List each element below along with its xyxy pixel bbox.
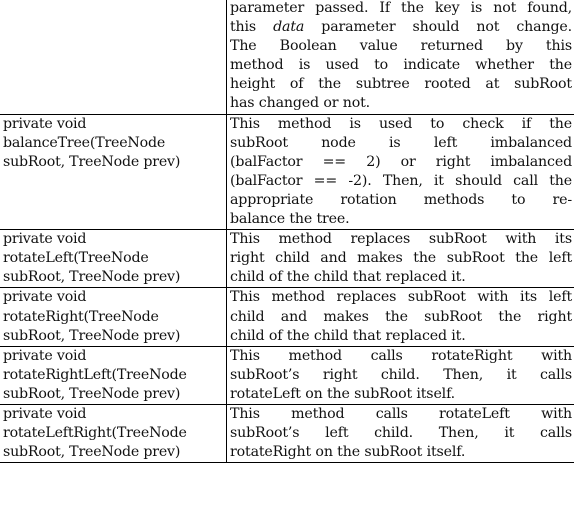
method-description-line: This method calls rotateRight with bbox=[230, 347, 572, 364]
method-signature-cell bbox=[0, 114, 227, 230]
method-description-line: subRoot’s right child. Then, it calls bbox=[230, 366, 572, 383]
method-signature-line: rotateLeft(TreeNode bbox=[3, 250, 149, 267]
method-description-line: subRoot node is left imbalanced bbox=[230, 134, 572, 151]
method-signature-line: private void bbox=[3, 289, 87, 306]
method-row bbox=[0, 288, 574, 346]
method-description-line: child and makes the subRoot the right bbox=[230, 308, 572, 325]
method-description-line: parameter passed. If the key is not found, bbox=[230, 0, 572, 16]
method-signature-line: subRoot, TreeNode prev) bbox=[3, 269, 181, 286]
method-description-line: The Boolean value returned by this bbox=[230, 38, 572, 55]
method-signature-line: rotateRightLeft(TreeNode bbox=[3, 366, 187, 383]
method-row bbox=[0, 114, 574, 230]
method-description-line: child of the child that replaced it. bbox=[230, 327, 466, 344]
method-signature-cell bbox=[0, 346, 227, 404]
method-description-cell bbox=[227, 114, 574, 230]
method-description-line: rotateRight on the subRoot itself. bbox=[230, 444, 466, 461]
emphasized-word: data bbox=[273, 19, 305, 36]
method-description-line: This method calls rotateLeft with bbox=[230, 405, 572, 422]
method-signature-line: private void bbox=[3, 405, 87, 422]
method-signature-line: subRoot, TreeNode prev) bbox=[3, 153, 181, 170]
method-description-line: right child and makes the subRoot the left bbox=[230, 250, 572, 267]
method-description-cell bbox=[227, 288, 574, 346]
method-description-cell bbox=[227, 404, 574, 462]
method-description-line: method is used to indicate whether the bbox=[230, 57, 572, 74]
method-description-line: rotateLeft on the subRoot itself. bbox=[230, 385, 456, 402]
method-signature-cell bbox=[0, 288, 227, 346]
method-signature-cell bbox=[0, 0, 227, 114]
method-signature-line: subRoot, TreeNode prev) bbox=[3, 385, 181, 402]
method-row bbox=[0, 0, 574, 114]
method-signature-line: subRoot, TreeNode prev) bbox=[3, 327, 181, 344]
method-description-line: this data parameter should not change. bbox=[230, 19, 572, 36]
method-description-line: This method replaces subRoot with its left bbox=[230, 289, 572, 306]
method-description-line: This method replaces subRoot with its bbox=[230, 231, 572, 248]
method-signature-line: rotateRight(TreeNode bbox=[3, 308, 159, 325]
method-row bbox=[0, 404, 574, 462]
method-signature-cell bbox=[0, 404, 227, 462]
method-description-line: This method is used to check if the bbox=[230, 115, 572, 132]
method-description-line: subRoot’s left child. Then, it calls bbox=[230, 425, 572, 442]
method-description-line: (balFactor == 2) or right imbalanced bbox=[230, 153, 572, 170]
method-description-line: has changed or not. bbox=[230, 95, 371, 112]
method-signature-line: private void bbox=[3, 231, 87, 248]
method-description-line: child of the child that replaced it. bbox=[230, 269, 466, 286]
method-row bbox=[0, 230, 574, 288]
method-description-cell bbox=[227, 346, 574, 404]
method-description-line: balance the tree. bbox=[230, 211, 350, 228]
method-row bbox=[0, 346, 574, 404]
method-description-line: (balFactor == -2). Then, it should call the bbox=[230, 172, 572, 189]
method-signature-cell bbox=[0, 230, 227, 288]
method-signature-line: balanceTree(TreeNode bbox=[3, 134, 166, 151]
method-signature-line: subRoot, TreeNode prev) bbox=[3, 444, 181, 461]
method-description-cell bbox=[227, 230, 574, 288]
method-description-line: height of the subtree rooted at subRoot bbox=[230, 76, 572, 93]
method-description-cell bbox=[227, 0, 574, 114]
method-signature-line: private void bbox=[3, 347, 87, 364]
method-description-line: appropriate rotation methods to re- bbox=[230, 191, 572, 208]
method-signature-line: rotateLeftRight(TreeNode bbox=[3, 425, 187, 442]
method-signature-line: private void bbox=[3, 115, 87, 132]
